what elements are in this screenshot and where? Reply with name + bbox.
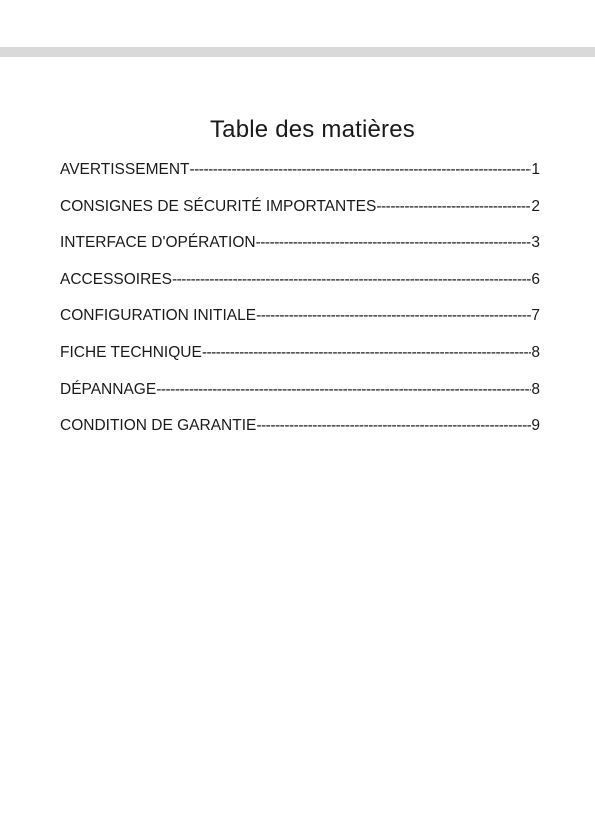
toc-entry-accessoires	[60, 271, 540, 308]
toc-entry-consignes-securite	[60, 198, 540, 235]
table-of-contents	[60, 161, 540, 454]
toc-dot-leader	[256, 307, 531, 325]
toc-entry-label: CONDITION DE GARANTIE	[60, 417, 257, 435]
toc-entry-page-number: 3	[531, 234, 540, 252]
toc-entry-interface-operation	[60, 234, 540, 271]
header-divider-bar	[0, 47, 595, 57]
toc-entry-label: DÉPANNAGE	[60, 380, 157, 398]
toc-entry-label: FICHE TECHNIQUE	[60, 343, 202, 361]
toc-dot-leader	[156, 381, 531, 399]
toc-entry-fiche-technique	[60, 344, 540, 381]
toc-entry-depannage	[60, 381, 540, 418]
toc-entry-avertissement	[60, 161, 540, 198]
toc-dot-leader	[172, 271, 531, 289]
toc-entry-page-number: 1	[531, 161, 540, 178]
toc-entry-page-number: 8	[531, 380, 540, 398]
toc-entry-label: AVERTISSEMENT	[60, 161, 190, 178]
page-title: Table des matières	[209, 116, 416, 144]
toc-entry-configuration-initiale	[60, 307, 540, 344]
toc-entry-label: CONSIGNES DE SÉCURITÉ IMPORTANTES	[60, 197, 377, 215]
toc-entry-condition-garantie	[60, 417, 540, 454]
toc-dot-leader	[256, 417, 531, 435]
toc-entry-label: INTERFACE D'OPÉRATION	[60, 234, 256, 252]
toc-dot-leader	[189, 161, 531, 179]
toc-entry-page-number: 6	[531, 270, 540, 288]
toc-dot-leader	[376, 198, 531, 216]
toc-entry-page-number: 8	[531, 343, 540, 361]
toc-entry-page-number: 7	[531, 307, 540, 325]
toc-entry-page-number: 2	[531, 197, 540, 215]
toc-entry-label: ACCESSOIRES	[60, 270, 172, 288]
toc-entry-page-number: 9	[531, 417, 540, 435]
toc-entry-label: CONFIGURATION INITIALE	[60, 307, 257, 325]
toc-dot-leader	[256, 234, 532, 252]
toc-dot-leader	[202, 344, 532, 362]
